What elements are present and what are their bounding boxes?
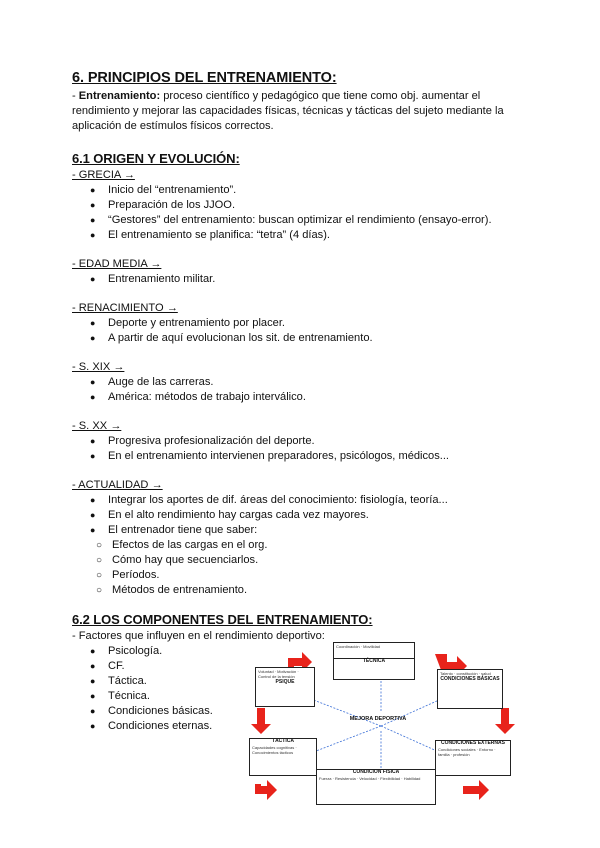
list-item: ● En el entrenamiento intervienen preparadores, psicólogos, médicos... — [108, 449, 532, 464]
list-item: ● En el alto rendimiento hay cargas cada vez mayores. — [108, 508, 532, 523]
diagram-box-externas — [435, 740, 511, 776]
period-list-renacimiento — [72, 316, 532, 346]
period-label-s-xix: - S. XIX → — [72, 361, 125, 373]
list-item: ● Táctica. — [108, 674, 532, 689]
list-item: ● “Gestores” del entrenamiento: buscan optimizar el rendimiento (ensayo-error). — [108, 213, 532, 228]
box-sub: Condiciones sociales · Entorno · familia · profesión — [438, 747, 496, 757]
box-title: CONDICIÓN FÍSICA — [352, 769, 400, 775]
list-item: ● Técnica. — [108, 689, 532, 704]
sublist-actualidad — [72, 538, 532, 598]
period-list-actualidad — [72, 493, 532, 538]
center-label-mejora-deportiva: MEJORA DEPORTIVA — [349, 716, 407, 722]
box-sub: Talento · constitución · salud — [440, 671, 491, 676]
components-diagram — [243, 636, 520, 836]
list-item: ● El entrenador tiene que saber: — [108, 523, 532, 538]
box-title: CONDICIONES BÁSICAS — [440, 676, 500, 682]
page-title: 6. PRINCIPIOS DEL ENTRENAMIENTO: — [72, 70, 337, 86]
box-sub: Voluntad · Motivación · Control de la tensión — [258, 669, 299, 679]
list-item: ● América: métodos de trabajo interválico. — [108, 390, 532, 405]
period-label-renacimiento: - RENACIMIENTO → — [72, 302, 178, 314]
diagram-box-tactica — [249, 738, 317, 776]
list-item: ● CF. — [108, 659, 532, 674]
sub-list-item: ○ Cómo hay que secuenciarlos. — [112, 553, 532, 568]
period-list-s-xx — [72, 434, 532, 464]
sub-list-item: ○ Métodos de entrenamiento. — [112, 583, 532, 598]
box-sub: Capacidades cognitivas · Conocimientos tácticos — [252, 745, 297, 755]
box-title: TÉCNICA — [334, 658, 414, 664]
list-item: ● A partir de aquí evolucionan los sit. de entrenamiento. — [108, 331, 532, 346]
period-label-actualidad: - ACTUALIDAD → — [72, 479, 163, 491]
definition-text: proceso científico y pedagógico que tiene como obj. aumentar el rendimiento y mejorar las capacidades físicas, técnicas y tácticas del sujeto mediante la aplicación de estímulos físicos correctos. — [72, 90, 504, 132]
box-sub: Coordinación · Movilidad — [336, 644, 381, 649]
section-2-title: 6.2 LOS COMPONENTES DEL ENTRENAMIENTO: — [72, 612, 373, 627]
sub-list-item: ○ Períodos. — [112, 568, 532, 583]
box-title: CONDICIONES EXTERNAS — [441, 740, 505, 746]
list-item: ● Integrar los aportes de dif. áreas del conocimiento: fisiología, teoría... — [108, 493, 532, 508]
box-sub: Fuerza · Resistencia · Velocidad · Flexibilidad · Habilidad — [319, 776, 421, 781]
list-item: ● Preparación de los JJOO. — [108, 198, 532, 213]
definition-term: Entrenamiento: — [78, 90, 161, 102]
list-item: ● Progresiva profesionalización del deporte. — [108, 434, 532, 449]
period-list-s-xix — [72, 375, 532, 405]
box-title: TÁCTICA — [272, 738, 294, 744]
section-1-title: 6.1 ORIGEN Y EVOLUCIÓN: — [72, 151, 240, 166]
diagram-box-basicas — [437, 669, 503, 709]
period-label-grecia: - GRECIA → — [72, 169, 135, 181]
list-item: ● Psicología. — [108, 644, 532, 659]
period-label-edad-media: - EDAD MEDIA → — [72, 258, 162, 270]
section-2-intro: - Factores que influyen en el rendimiento deportivo: — [72, 630, 325, 642]
document-page — [72, 70, 532, 734]
list-item: ● Auge de las carreras. — [108, 375, 532, 390]
list-item: ● Condiciones básicas. — [108, 704, 532, 719]
diagram-box-psique — [255, 667, 315, 707]
list-item: ● Condiciones eternas. — [108, 719, 532, 734]
list-item: ● Entrenamiento militar. — [108, 272, 532, 287]
diagram-box-condicion-fisica — [316, 769, 436, 805]
list-item: ● Inicio del “entrenamiento”. — [108, 183, 532, 198]
box-title: PSIQUE — [275, 679, 295, 685]
diagram-box-tecnica — [333, 642, 415, 680]
list-item: ● El entrenamiento se planifica: “tetra” (4 días). — [108, 228, 532, 243]
definition-paragraph: - Entrenamiento: proceso científico y pedagógico que tiene como obj. aumentar el rendimiento y mejorar las capacidades físicas, técnicas y tácticas del sujeto mediante la aplicación de estímulos físicos correctos. — [72, 90, 504, 132]
sub-list-item: ○ Efectos de las cargas en el org. — [112, 538, 532, 553]
period-label-s-xx: - S. XX → — [72, 420, 122, 432]
list-item: ● Deporte y entrenamiento por placer. — [108, 316, 532, 331]
period-list-grecia — [72, 183, 532, 243]
period-list-edad-media — [72, 272, 532, 287]
